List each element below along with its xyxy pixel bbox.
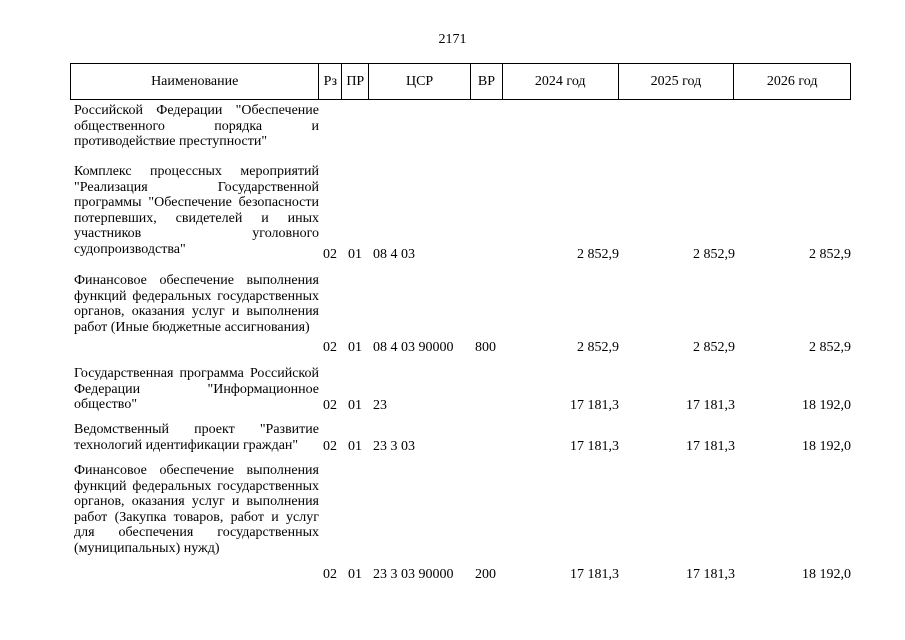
row-name: Финансовое обеспечение выполнения функций федеральных государственных органов, оказания услуг и выполнения работ (Иные бюджетные ассигнования) bbox=[74, 273, 319, 335]
row-pr: 01 bbox=[348, 340, 362, 355]
row-name: Комплекс процессных мероприятий "Реализация Государственной программы "Обеспечение безопасности потерпевших, свидетелей и иных участников уголовного судопроизводства" bbox=[74, 164, 319, 257]
row-csr: 23 bbox=[373, 398, 387, 413]
row-pr: 01 bbox=[348, 398, 362, 413]
row-rz: 02 bbox=[323, 398, 337, 413]
row-vr: 800 bbox=[475, 340, 496, 355]
row-name: Финансовое обеспечение выполнения функций федеральных государственных органов, оказания услуг и выполнения работ (Закупка товаров, работ и услуг для обеспечения государственных (муниципальных) нужд) bbox=[74, 463, 319, 556]
row-value-2025: 2 852,9 bbox=[693, 247, 735, 262]
row-name: Российской Федерации "Обеспечение общественного порядка и противодействие преступности" bbox=[74, 103, 319, 150]
table-row bbox=[70, 103, 851, 151]
row-rz: 02 bbox=[323, 439, 337, 454]
row-value-2025: 17 181,3 bbox=[686, 567, 735, 582]
row-rz: 02 bbox=[323, 247, 337, 262]
row-value-2025: 2 852,9 bbox=[693, 340, 735, 355]
row-pr: 01 bbox=[348, 567, 362, 582]
column-header-csr: ЦСР bbox=[369, 64, 471, 99]
row-pr: 01 bbox=[348, 439, 362, 454]
table-row bbox=[70, 366, 851, 416]
row-value-2026: 2 852,9 bbox=[809, 340, 851, 355]
row-rz: 02 bbox=[323, 340, 337, 355]
row-value-2024: 2 852,9 bbox=[577, 247, 619, 262]
column-header-rz: Рз bbox=[319, 64, 342, 99]
row-value-2025: 17 181,3 bbox=[686, 439, 735, 454]
row-value-2026: 2 852,9 bbox=[809, 247, 851, 262]
row-name: Ведомственный проект "Развитие технологий идентификации граждан" bbox=[74, 422, 319, 453]
row-value-2024: 2 852,9 bbox=[577, 340, 619, 355]
row-rz: 02 bbox=[323, 567, 337, 582]
row-csr: 23 3 03 90000 bbox=[373, 567, 454, 582]
column-header-vr: ВР bbox=[471, 64, 503, 99]
page-number: 2171 bbox=[438, 32, 467, 47]
row-name: Государственная программа Российской Федерации "Информационное общество" bbox=[74, 366, 319, 413]
table-row bbox=[70, 422, 851, 456]
row-value-2024: 17 181,3 bbox=[570, 439, 619, 454]
row-csr: 08 4 03 bbox=[373, 247, 415, 262]
column-header-2024: 2024 год bbox=[503, 64, 619, 99]
row-csr: 23 3 03 bbox=[373, 439, 415, 454]
table-row bbox=[70, 463, 851, 583]
column-header-name: Наименование bbox=[71, 64, 319, 99]
table-header bbox=[70, 63, 851, 100]
row-value-2026: 18 192,0 bbox=[802, 567, 851, 582]
row-value-2025: 17 181,3 bbox=[686, 398, 735, 413]
row-value-2026: 18 192,0 bbox=[802, 398, 851, 413]
table-row bbox=[70, 273, 851, 355]
row-value-2024: 17 181,3 bbox=[570, 567, 619, 582]
row-csr: 08 4 03 90000 bbox=[373, 340, 454, 355]
column-header-2026: 2026 год bbox=[766, 73, 818, 89]
row-value-2026: 18 192,0 bbox=[802, 439, 851, 454]
column-header-2025: 2025 год bbox=[619, 64, 735, 99]
table-row bbox=[70, 164, 851, 262]
row-vr: 200 bbox=[475, 567, 496, 582]
row-pr: 01 bbox=[348, 247, 362, 262]
row-value-2024: 17 181,3 bbox=[570, 398, 619, 413]
column-header-pr: ПР bbox=[342, 64, 369, 99]
